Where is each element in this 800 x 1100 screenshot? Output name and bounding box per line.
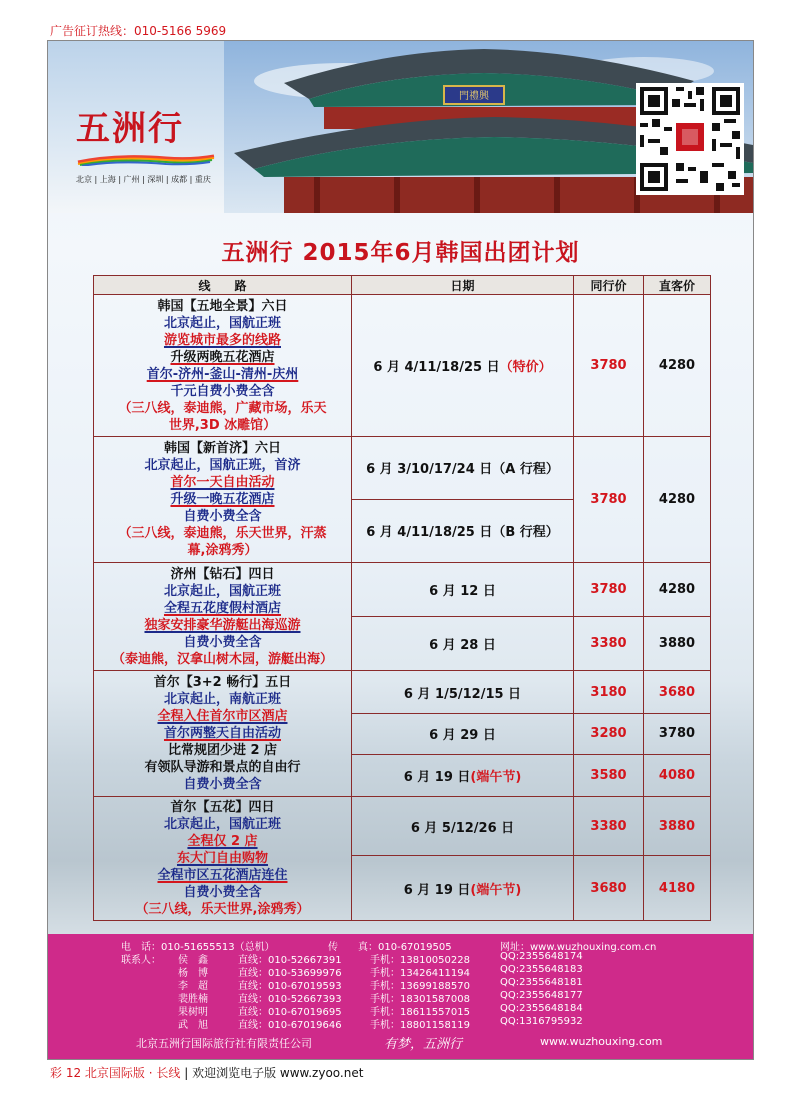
table-row — [94, 562, 711, 616]
web-label: 网址： — [500, 942, 530, 953]
contact-mobile: 手机：13699188570 — [370, 981, 470, 992]
table-row — [94, 295, 711, 437]
route-line: 首尔-济州-釜山-清州-庆州 — [146, 366, 299, 382]
route-line: 幕,涂鸦秀） — [187, 542, 258, 558]
direct-price: 3880 — [644, 616, 711, 671]
route-line: 升级一晚五花酒店 — [170, 491, 275, 507]
flyer-frame — [47, 40, 754, 1060]
edition-label: 北京国际版 · 长线 — [84, 1066, 181, 1080]
qr-code[interactable] — [636, 83, 744, 195]
peer-price: 3780 — [574, 437, 644, 563]
web-value[interactable]: www.wuzhouxing.com.cn — [530, 942, 657, 953]
date-cell: 6 月 3/10/17/24 日（A 行程） — [352, 437, 574, 500]
route-cell — [94, 671, 352, 797]
fax-label: 传 真： — [328, 942, 378, 953]
route-title: 韩国【新首济】六日 — [163, 440, 281, 456]
route-cell — [94, 562, 352, 671]
tour-schedule-table — [93, 275, 711, 921]
header-date: 日期 — [352, 276, 574, 295]
peer-price: 3780 — [574, 295, 644, 437]
contact-qq: QQ:2355648184 — [500, 1003, 583, 1014]
route-line: 有领队导游和景点的自由行 — [144, 760, 301, 776]
direct-price: 4180 — [644, 856, 711, 921]
contact-name: 武 旭 — [178, 1020, 208, 1031]
peer-price: 3180 — [574, 671, 644, 714]
peer-price: 3280 — [574, 713, 644, 754]
route-cell — [94, 295, 352, 437]
route-line: 全程市区五花酒店连住 — [157, 868, 288, 884]
table-header-row — [94, 276, 711, 295]
route-line: （三八线，乐天世界,涂鸦秀） — [135, 902, 310, 918]
contact-line: 直线：010-67019593 — [238, 981, 342, 992]
peer-price: 3680 — [574, 856, 644, 921]
contact-name: 侯 鑫 — [178, 955, 208, 966]
header-peer-price: 同行价 — [574, 276, 644, 295]
route-line: 升级两晚五花酒店 — [170, 349, 275, 365]
route-line: （三八线，泰迪熊，乐天世界，汗蒸 — [118, 525, 327, 541]
route-line: （三八线，泰迪熊，广藏市场，乐天 — [118, 400, 327, 416]
palace-sign: 門禮興 — [459, 91, 489, 102]
route-line: 世界,3D 冰雕馆） — [168, 417, 277, 433]
contact-line: 直线：010-67019646 — [238, 1020, 342, 1031]
header-direct-price: 直客价 — [644, 276, 711, 295]
contact-qq: QQ:2355648177 — [500, 990, 583, 1001]
route-cell — [94, 797, 352, 921]
logo-text: 五洲行 — [76, 109, 184, 149]
page-number: 彩 12 — [50, 1066, 82, 1080]
route-line: 全程仅 2 店 — [187, 834, 258, 850]
contact-mobile: 手机：18301587008 — [370, 994, 470, 1005]
table-row — [94, 671, 711, 714]
route-line: 千元自费小费全含 — [170, 383, 275, 399]
route-line: 北京起止，南航正班 — [163, 692, 281, 708]
contact-name: 裴胜楠 — [178, 994, 208, 1005]
fax-value: 010-67019505 — [378, 942, 452, 953]
contact-mobile: 手机：13810050228 — [370, 955, 470, 966]
route-line: 东大门自由购物 — [176, 851, 268, 867]
date-cell: 6 月 29 日 — [352, 713, 574, 754]
route-cell — [94, 437, 352, 563]
peer-price: 3780 — [574, 562, 644, 616]
page-footer — [50, 1064, 363, 1081]
route-line: 游览城市最多的线路 — [163, 332, 281, 348]
date-text: 6 月 4/11/18/25 日 — [373, 360, 500, 376]
date-cell — [352, 856, 574, 921]
direct-price: 4280 — [644, 295, 711, 437]
date-cell — [352, 295, 574, 437]
company-name: 北京五洲行国际旅行社有限责任公司 — [136, 1037, 312, 1050]
route-title: 首尔【3+2 畅行】五日 — [153, 675, 292, 691]
date-text: 6 月 19 日 — [403, 882, 471, 898]
date-cell — [352, 754, 574, 797]
brand-logo — [76, 101, 226, 185]
contact-mobile: 手机：18801158119 — [370, 1020, 470, 1031]
route-line: 北京起止，国航正班 — [163, 583, 281, 599]
contact-qq: QQ:1316795932 — [500, 1016, 583, 1027]
contact-mobile: 手机：18611557015 — [370, 1007, 470, 1018]
contact-qq: QQ:2355648174 — [500, 951, 583, 962]
contact-name: 杨 博 — [178, 968, 208, 979]
people-label: 联系人： — [121, 955, 161, 966]
phone-value: 010-51655513（总机） — [161, 942, 275, 953]
footer-separator: | — [184, 1066, 189, 1080]
route-title: 韩国【五地全景】六日 — [157, 298, 288, 314]
contact-name: 果树明 — [178, 1007, 208, 1018]
contact-line: 直线：010-52667393 — [238, 994, 342, 1005]
page-title: 五洲行 2015年6月韩国出团计划 — [221, 240, 580, 266]
route-line: 自费小费全含 — [183, 777, 262, 793]
date-note: (端午节) — [470, 882, 522, 898]
contact-name: 李 超 — [178, 981, 208, 992]
contact-mobile: 手机：13426411194 — [370, 968, 470, 979]
date-note: （特价） — [499, 360, 552, 376]
route-line: 全程五花度假村酒店 — [163, 600, 281, 616]
date-cell: 6 月 28 日 — [352, 616, 574, 671]
route-line: 自费小费全含 — [183, 634, 262, 650]
route-line: 自费小费全含 — [183, 508, 262, 524]
contact-qq: QQ:2355648183 — [500, 964, 583, 975]
contact-line: 直线：010-53699976 — [238, 968, 342, 979]
direct-price: 4280 — [644, 562, 711, 616]
route-line: 比常规团少进 2 店 — [167, 743, 278, 759]
direct-price: 4280 — [644, 437, 711, 563]
website-link[interactable]: www.wuzhouxing.com — [540, 1035, 663, 1048]
date-note: (端午节) — [470, 769, 522, 785]
contact-qq: QQ:2355648181 — [500, 977, 583, 988]
date-cell: 6 月 4/11/18/25 日（B 行程） — [352, 499, 574, 562]
route-line: 北京起止，国航正班 — [163, 817, 281, 833]
date-cell: 6 月 1/5/12/15 日 — [352, 671, 574, 714]
logo-rainbow-swash — [76, 152, 216, 166]
slogan: 有梦，五洲行 — [384, 1037, 463, 1052]
route-line: 自费小费全含 — [183, 885, 262, 901]
logo-cities: 北京 | 上海 | 广州 | 深圳 | 成都 | 重庆 — [76, 175, 211, 184]
contact-line: 直线：010-52667391 — [238, 955, 342, 966]
header-route: 线 路 — [94, 276, 352, 295]
route-line: （泰迪熊，汉拿山树木园，游艇出海） — [111, 651, 333, 667]
peer-price: 3380 — [574, 797, 644, 856]
route-line: 北京起止，国航正班 — [163, 315, 281, 331]
browse-label[interactable]: 欢迎浏览电子版 www.zyoo.net — [192, 1066, 364, 1080]
phone-label: 电 话： — [121, 942, 161, 953]
contact-panel — [48, 934, 753, 1059]
table-row — [94, 797, 711, 856]
direct-price: 3780 — [644, 713, 711, 754]
direct-price: 4080 — [644, 754, 711, 797]
date-cell: 6 月 12 日 — [352, 562, 574, 616]
peer-price: 3580 — [574, 754, 644, 797]
route-line: 北京起止，国航正班，首济 — [144, 457, 301, 473]
route-line: 独家安排豪华游艇出海巡游 — [144, 617, 301, 633]
date-cell: 6 月 5/12/26 日 — [352, 797, 574, 856]
route-line: 全程入住首尔市区酒店 — [157, 709, 288, 725]
direct-price: 3680 — [644, 671, 711, 714]
direct-price: 3880 — [644, 797, 711, 856]
date-text: 6 月 19 日 — [403, 769, 471, 785]
ad-hotline: 广告征订热线：010-5166 5969 — [50, 24, 227, 38]
contact-line: 直线：010-67019695 — [238, 1007, 342, 1018]
route-line: 首尔一天自由活动 — [170, 474, 275, 490]
table-row — [94, 437, 711, 500]
route-title: 首尔【五花】四日 — [170, 800, 275, 816]
peer-price: 3380 — [574, 616, 644, 671]
route-line: 首尔两整天自由活动 — [163, 726, 281, 742]
route-title: 济州【钻石】四日 — [170, 566, 275, 582]
